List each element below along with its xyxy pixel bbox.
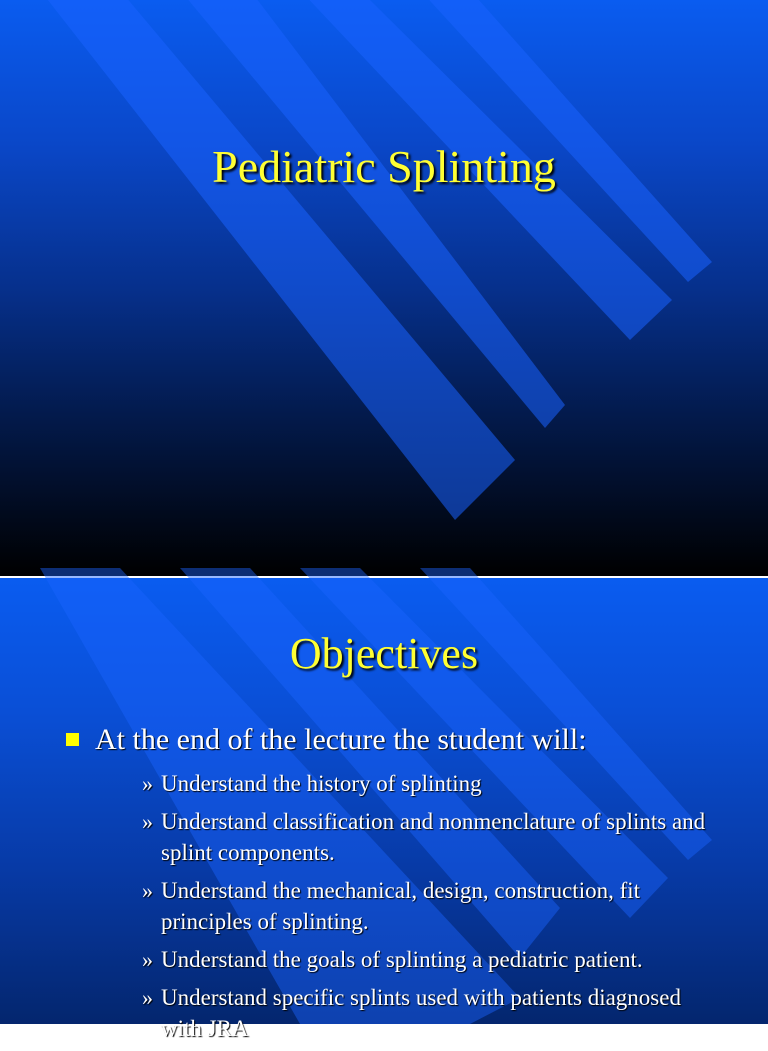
list-item-text: Understand the goals of splinting a pediatric patient. <box>161 947 643 972</box>
slide-title: Pediatric Splinting <box>212 141 556 192</box>
list-item <box>142 982 722 1044</box>
list-item-text: Understand classification and nonmenclature of splints and splint components. <box>161 809 706 865</box>
double-chevron-icon: » <box>142 771 153 796</box>
list-item-text: Understand the mechanical, design, construction, fit principles of splinting. <box>161 878 641 934</box>
list-item <box>142 806 722 868</box>
objectives-list <box>142 768 722 1051</box>
double-chevron-icon: » <box>142 985 153 1010</box>
list-item <box>142 875 722 937</box>
list-item-text: Understand specific splints used with patients diagnosed with JRA <box>161 985 681 1041</box>
main-bullet <box>66 723 756 757</box>
list-item <box>142 944 722 975</box>
objectives-slide <box>0 578 768 1041</box>
square-bullet-icon <box>66 733 79 746</box>
double-chevron-icon: » <box>142 947 153 972</box>
double-chevron-icon: » <box>142 809 153 834</box>
list-item-text: Understand the history of splinting <box>161 771 482 796</box>
slide-title: Objectives <box>289 629 479 678</box>
main-bullet-text: At the end of the lecture the student will: <box>95 723 587 756</box>
double-chevron-icon: » <box>142 878 153 903</box>
list-item <box>142 768 722 799</box>
